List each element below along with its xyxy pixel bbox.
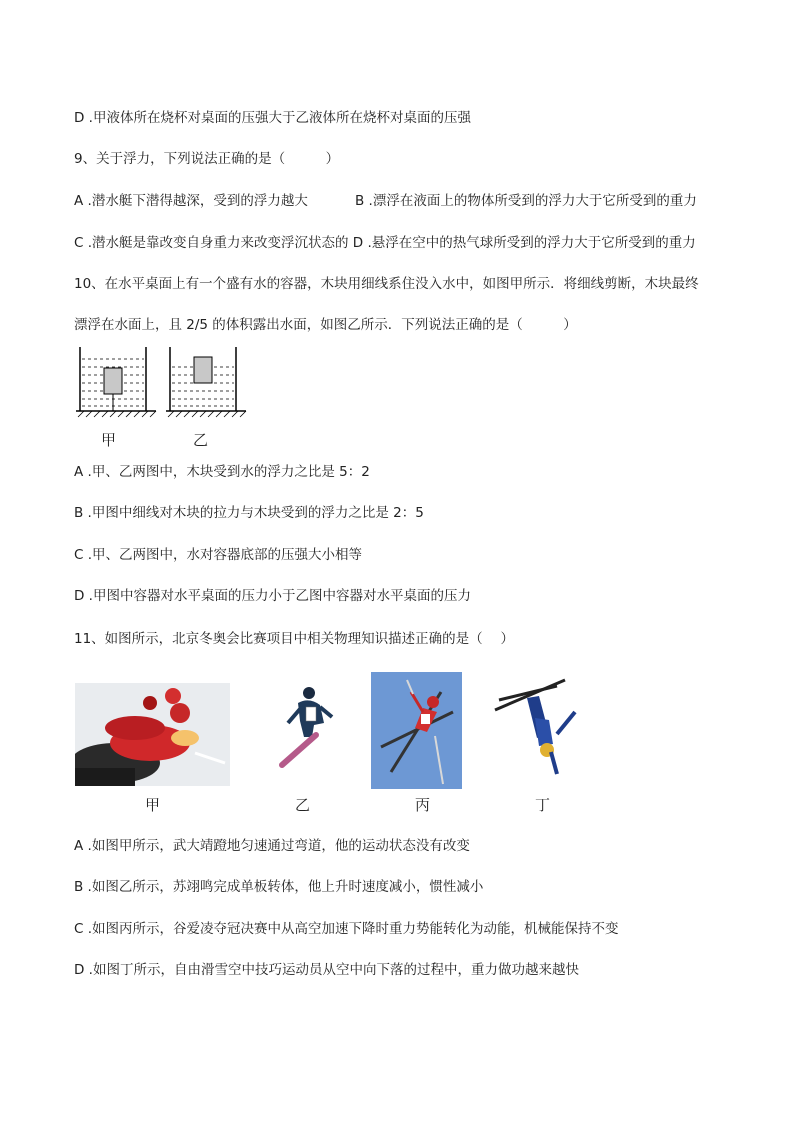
q11-figure-label-bing: 丙 <box>415 796 431 814</box>
container-jia <box>76 347 156 417</box>
q8-option-d: D .甲液体所在烧杯对桌面的压强大于乙液体所在烧杯对桌面的压强 <box>74 110 471 126</box>
q11-stem: 11、如图所示，北京冬奥会比赛项目中相关物理知识描述正确的是（ ） <box>74 631 514 647</box>
q11-option-c: C .如图丙所示，谷爱凌夺冠决赛中从高空加速下降时重力势能转化为动能，机械能保持不变 <box>74 921 619 937</box>
wood-block <box>104 368 122 394</box>
q11-photo-ding <box>491 674 581 786</box>
q10-figure-label-yi: 乙 <box>193 431 209 449</box>
q10-stem-line2: 漂浮在水面上，且 2/5 的体积露出水面，如图乙所示．下列说法正确的是（ ） <box>74 317 577 333</box>
q11-photo-yi <box>276 683 338 773</box>
q9-option-a: A .潜水艇下潜得越深，受到的浮力越大 <box>74 193 308 209</box>
container-yi <box>166 347 246 417</box>
q11-option-b: B .如图乙所示，苏翊鸣完成单板转体，他上升时速度减小，惯性减小 <box>74 879 484 895</box>
q10-figure <box>72 345 262 425</box>
q11-photo-bing <box>371 672 462 789</box>
q11-option-a: A .如图甲所示，武大靖蹬地匀速通过弯道，他的运动状态没有改变 <box>74 838 470 854</box>
q10-stem-line1: 10、在水平桌面上有一个盛有水的容器，木块用细线系住没入水中，如图甲所示．将细线剪断，木块最终 <box>74 276 699 292</box>
q9-stem: 9、关于浮力，下列说法正确的是（ ） <box>74 151 340 167</box>
q11-figure-label-ding: 丁 <box>535 796 551 814</box>
q11-figure-label-jia: 甲 <box>145 796 161 814</box>
q10-option-b: B .甲图中细线对木块的拉力与木块受到的浮力之比是 2：5 <box>74 505 424 521</box>
wood-block <box>194 357 212 383</box>
q10-option-c: C .甲、乙两图中，水对容器底部的压强大小相等 <box>74 547 363 563</box>
q11-figure-label-yi: 乙 <box>295 796 311 814</box>
q11-photo-jia <box>75 683 230 786</box>
q10-option-a: A .甲、乙两图中，木块受到水的浮力之比是 5：2 <box>74 464 370 480</box>
q9-option-b: B .漂浮在液面上的物体所受到的浮力大于它所受到的重力 <box>355 193 697 209</box>
q11-option-d: D .如图丁所示，自由滑雪空中技巧运动员从空中向下落的过程中，重力做功越来越快 <box>74 962 579 978</box>
q10-option-d: D .甲图中容器对水平桌面的压力小于乙图中容器对水平桌面的压力 <box>74 588 471 604</box>
q9-option-cd: C .潜水艇是靠改变自身重力来改变浮沉状态的 D .悬浮在空中的热气球所受到的浮力大于它所受到的重力 <box>74 235 696 251</box>
q10-figure-label-jia: 甲 <box>101 431 117 449</box>
